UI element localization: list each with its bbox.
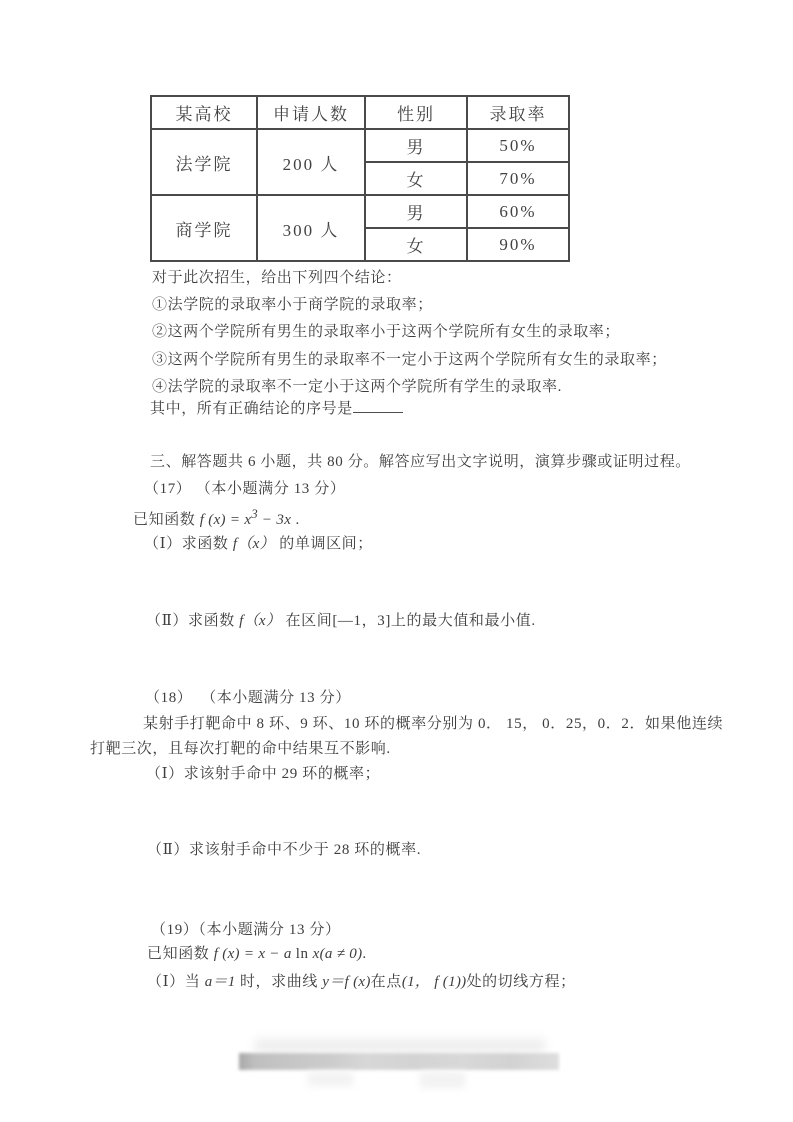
q17-formula-exponent: 3 bbox=[251, 507, 258, 521]
cell-rate: 70% bbox=[467, 162, 569, 195]
cell-rate: 60% bbox=[467, 195, 569, 228]
q17-formula-rest: − 3x bbox=[257, 512, 292, 528]
q19-given-prefix: 已知函数 bbox=[147, 946, 214, 962]
watermark-smudge bbox=[308, 1072, 353, 1086]
admission-table bbox=[150, 95, 570, 262]
q17-part1-pre: （Ⅰ）求函数 bbox=[144, 536, 233, 552]
q19-part1 bbox=[147, 972, 576, 993]
q17-part1-post: 的单调区间； bbox=[274, 536, 373, 552]
table-row bbox=[151, 129, 569, 162]
q17-formula-base: f (x) = x bbox=[199, 512, 252, 528]
q19-formula-part2: x(a ≠ 0) bbox=[308, 946, 363, 962]
q17-part1 bbox=[144, 534, 373, 555]
q17-part2 bbox=[146, 611, 536, 632]
cell-rate: 50% bbox=[467, 129, 569, 162]
cell-college-business: 商学院 bbox=[151, 195, 257, 261]
section3-heading: 三、解答题共 6 小题，共 80 分。解答应写出文字说明，演算步骤或证明过程。 bbox=[150, 454, 691, 470]
cell-college-law: 法学院 bbox=[151, 129, 257, 195]
header-applicants: 申请人数 bbox=[257, 96, 365, 129]
q18-body-line1: 某射手打靶命中 8 环、9 环、10 环的概率分别为 0． 15， 0．25，0．2．如果他连续 bbox=[143, 716, 724, 732]
cell-rate: 90% bbox=[467, 228, 569, 261]
q19-part1-math3: (1， f (1)) bbox=[401, 974, 467, 990]
cell-gender: 男 bbox=[365, 129, 467, 162]
q17-title: （17） （本小题满分 13 分） bbox=[144, 481, 346, 497]
q19-part1-math2: y＝f (x) bbox=[322, 974, 371, 990]
q17-given-prefix: 已知函数 bbox=[133, 512, 200, 528]
q17-part1-math: f（x） bbox=[232, 536, 275, 552]
conclusion-3: ③这两个学院所有男生的录取率不一定小于这两个学院所有女生的录取率； bbox=[152, 352, 667, 368]
watermark-blur-bar bbox=[239, 1053, 559, 1070]
q18-title: （18） （本小题满分 13 分） bbox=[145, 690, 351, 706]
conclusion-1: ①法学院的录取率小于商学院的录取率； bbox=[152, 297, 433, 313]
cell-gender: 女 bbox=[365, 228, 467, 261]
answer-prompt-text: 其中，所有正确结论的序号是 bbox=[150, 401, 353, 417]
q19-given-formula bbox=[147, 944, 367, 965]
cell-applicants-law: 200 人 bbox=[257, 129, 365, 195]
header-rate: 录取率 bbox=[467, 96, 569, 129]
q19-part1-math1: a＝1 bbox=[204, 974, 236, 990]
cell-applicants-business: 300 人 bbox=[257, 195, 365, 261]
q19-formula-part1: f (x) = x − a bbox=[213, 946, 296, 962]
q17-part2-post: 在区间[—1，3]上的最大值和最小值. bbox=[281, 613, 536, 629]
conclusion-2: ②这两个学院所有男生的录取率小于这两个学院所有女生的录取率； bbox=[152, 324, 621, 340]
q18-body-line2: 打靶三次，且每次打靶的命中结果互不影响. bbox=[90, 741, 391, 757]
q19-part1-mid1: 时，求曲线 bbox=[235, 974, 323, 990]
table-row bbox=[151, 195, 569, 228]
watermark-halo bbox=[255, 1039, 545, 1052]
watermark-smudge bbox=[420, 1072, 465, 1088]
header-college: 某高校 bbox=[151, 96, 257, 129]
conclusions-intro: 对于此次招生，给出下列四个结论： bbox=[152, 270, 402, 286]
q17-given-formula bbox=[133, 504, 300, 531]
q19-formula-period: . bbox=[362, 946, 367, 962]
q19-part1-mid2: 在点 bbox=[370, 974, 402, 990]
q19-part1-post: 处的切线方程； bbox=[466, 974, 576, 990]
table-header-row bbox=[151, 96, 569, 129]
q18-part1: （Ⅰ）求该射手命中 29 环的概率； bbox=[146, 766, 381, 782]
q19-title: （19）（本小题满分 13 分） bbox=[151, 922, 341, 938]
answer-blank bbox=[353, 398, 403, 413]
q17-part2-pre: （Ⅱ）求函数 bbox=[146, 613, 240, 629]
answer-prompt-line bbox=[150, 398, 403, 420]
q19-part1-pre: （Ⅰ）当 bbox=[147, 974, 205, 990]
q19-formula-ln: ln bbox=[295, 946, 309, 962]
q18-part2: （Ⅱ）求该射手命中不少于 28 环的概率. bbox=[147, 842, 422, 858]
cell-gender: 男 bbox=[365, 195, 467, 228]
header-gender: 性别 bbox=[365, 96, 467, 129]
conclusion-4: ④法学院的录取率不一定小于这两个学院所有学生的录取率. bbox=[152, 379, 562, 395]
cell-gender: 女 bbox=[365, 162, 467, 195]
q17-formula-period: . bbox=[291, 512, 300, 528]
q17-part2-math: f（x） bbox=[239, 613, 282, 629]
